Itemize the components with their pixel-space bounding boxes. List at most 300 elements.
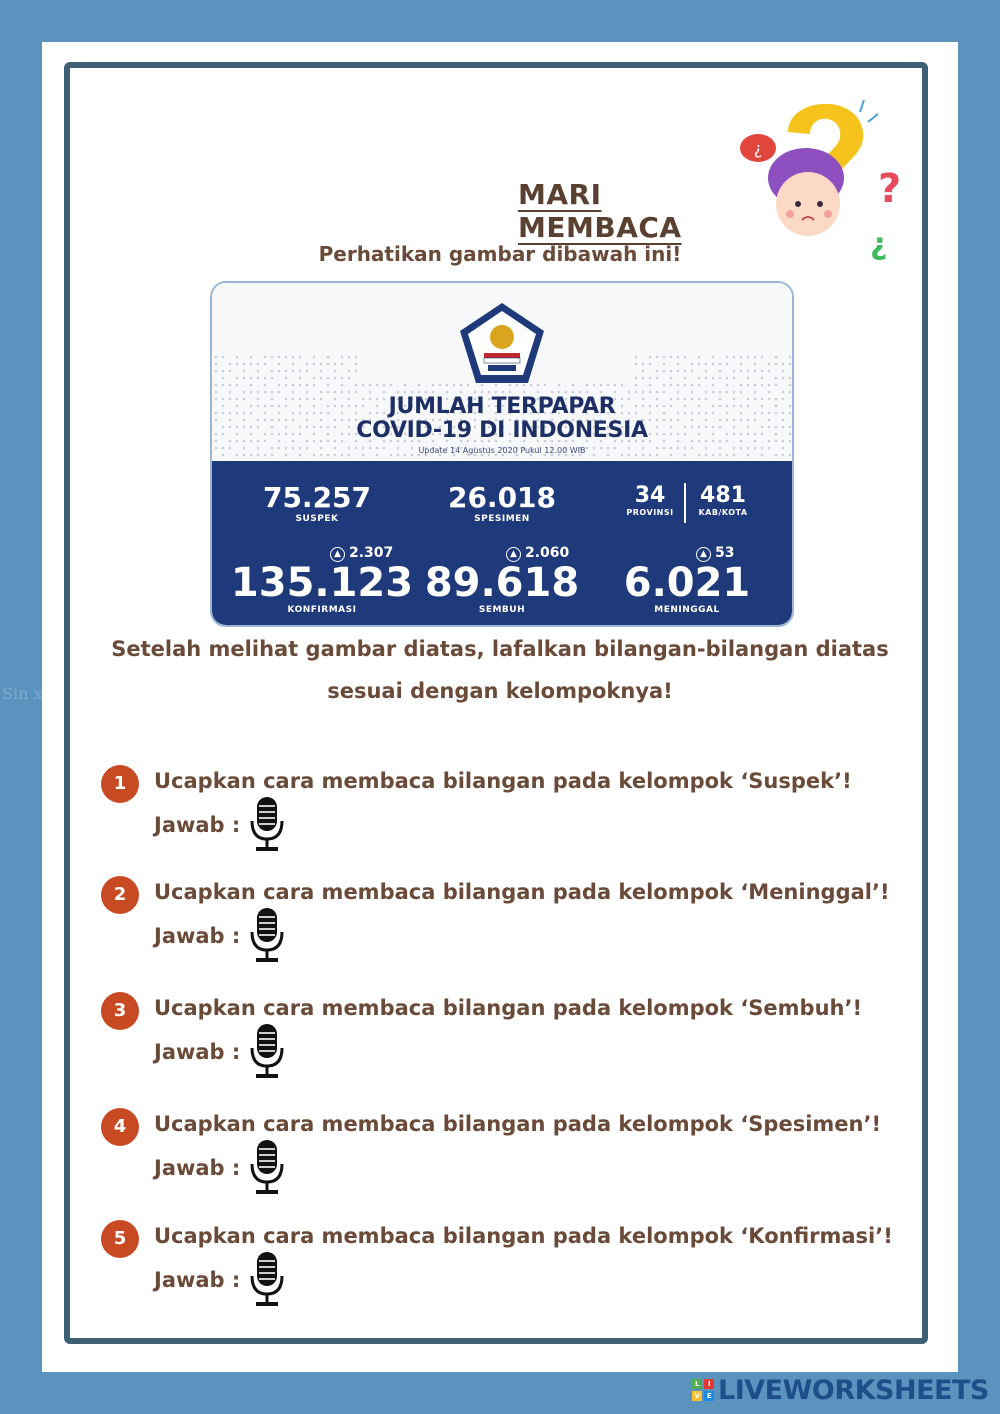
map-dot <box>355 356 358 359</box>
map-dot <box>229 363 232 366</box>
map-dot <box>334 363 337 366</box>
map-dot <box>236 356 239 359</box>
map-dot <box>572 384 575 387</box>
map-dot <box>558 384 561 387</box>
map-dot <box>691 391 694 394</box>
map-dot <box>670 377 673 380</box>
infographic-title-line2: COVID-19 DI INDONESIA <box>356 418 648 443</box>
answer-label: Jawab : <box>154 924 241 948</box>
map-dot <box>593 384 596 387</box>
microphone-icon[interactable] <box>247 1138 287 1196</box>
map-dot <box>355 384 358 387</box>
map-dot <box>698 377 701 380</box>
map-dot <box>754 391 757 394</box>
stat-label: SPESIMEN <box>474 514 530 524</box>
map-dot <box>397 391 400 394</box>
map-dot <box>446 384 449 387</box>
map-dot <box>663 391 666 394</box>
map-dot <box>418 391 421 394</box>
map-dot <box>677 363 680 366</box>
map-dot <box>747 377 750 380</box>
map-dot <box>453 384 456 387</box>
stat-label: MENINGGAL <box>654 605 720 615</box>
map-dot <box>740 363 743 366</box>
map-dot <box>775 384 778 387</box>
answer-label: Jawab : <box>154 1156 241 1180</box>
map-dot <box>299 356 302 359</box>
map-dot <box>684 377 687 380</box>
map-dot <box>719 377 722 380</box>
map-dot <box>754 370 757 373</box>
map-dot <box>257 370 260 373</box>
map-dot <box>712 356 715 359</box>
map-dot <box>271 356 274 359</box>
map-dot <box>369 384 372 387</box>
map-dot <box>712 391 715 394</box>
map-dot <box>327 384 330 387</box>
map-dot <box>348 377 351 380</box>
answer-label: Jawab : <box>154 813 241 837</box>
map-dot <box>677 384 680 387</box>
delta-value: 2.060 <box>525 545 570 561</box>
map-dot <box>698 356 701 359</box>
map-dot <box>782 370 785 373</box>
instruction-line-1: Setelah melihat gambar diatas, lafalkan bilangan-bilangan diatas <box>111 637 889 661</box>
map-dot <box>292 384 295 387</box>
stat-spesimen <box>437 481 567 524</box>
map-dot <box>327 391 330 394</box>
map-dot <box>285 356 288 359</box>
map-dot <box>635 384 638 387</box>
map-dot <box>495 391 498 394</box>
map-dot <box>320 363 323 366</box>
stat-konfirmasi <box>222 561 422 615</box>
map-dot <box>761 370 764 373</box>
map-dot <box>600 391 603 394</box>
stat-meninggal <box>612 561 762 615</box>
map-dot <box>733 391 736 394</box>
map-dot <box>761 377 764 380</box>
microphone-icon[interactable] <box>247 906 287 964</box>
infographic-stats-panel <box>212 461 792 625</box>
map-dot <box>565 391 568 394</box>
map-dot <box>642 370 645 373</box>
infographic-update-date: Update 14 Agustus 2020 Pukul 12.00 WIB <box>418 446 586 455</box>
map-dot <box>579 391 582 394</box>
map-dot <box>656 391 659 394</box>
map-dot <box>446 391 449 394</box>
map-dot <box>614 391 617 394</box>
map-dot <box>271 391 274 394</box>
map-dot <box>306 384 309 387</box>
answer-label: Jawab : <box>154 1040 241 1064</box>
map-dot <box>215 356 218 359</box>
map-dot <box>229 370 232 373</box>
stat-label: PROVINSI <box>626 508 674 517</box>
map-dot <box>656 377 659 380</box>
map-dot <box>733 377 736 380</box>
map-dot <box>250 377 253 380</box>
map-dot <box>334 370 337 373</box>
map-dot <box>215 391 218 394</box>
page-title: MARI MEMBACA <box>518 178 682 244</box>
map-dot <box>642 363 645 366</box>
map-dot <box>278 363 281 366</box>
map-dot <box>257 377 260 380</box>
map-dot <box>215 370 218 373</box>
map-dot <box>677 356 680 359</box>
map-dot <box>719 370 722 373</box>
map-dot <box>264 377 267 380</box>
intro-text: Perhatikan gambar dibawah ini! <box>318 242 682 266</box>
map-dot <box>222 384 225 387</box>
map-dot <box>698 363 701 366</box>
map-dot <box>229 384 232 387</box>
map-dot <box>705 391 708 394</box>
map-dot <box>740 356 743 359</box>
map-dot <box>299 377 302 380</box>
stat-kabkota <box>690 483 756 517</box>
map-dot <box>264 363 267 366</box>
map-dot <box>257 391 260 394</box>
map-dot <box>726 363 729 366</box>
map-dot <box>656 356 659 359</box>
map-dot <box>558 391 561 394</box>
map-dot <box>425 391 428 394</box>
map-dot <box>278 370 281 373</box>
question-number-badge: 5 <box>101 1220 139 1258</box>
map-dot <box>768 363 771 366</box>
map-dot <box>264 384 267 387</box>
stat-value: 89.618 <box>424 560 580 606</box>
question-number-badge: 1 <box>101 765 139 803</box>
map-dot <box>649 363 652 366</box>
map-dot <box>705 370 708 373</box>
map-dot <box>649 391 652 394</box>
map-dot <box>551 391 554 394</box>
map-dot <box>537 391 540 394</box>
instruction-line-2: sesuai dengan kelompoknya! <box>327 679 673 703</box>
map-dot <box>341 356 344 359</box>
map-dot <box>726 391 729 394</box>
map-dot <box>782 391 785 394</box>
logo-letter: L <box>692 1379 702 1389</box>
question-text: Ucapkan cara membaca bilangan pada kelompok ‘Sembuh’! <box>154 996 863 1020</box>
map-dot <box>726 377 729 380</box>
map-dot <box>278 391 281 394</box>
map-dot <box>278 356 281 359</box>
arrow-up-icon: ▲ <box>696 547 711 562</box>
map-dot <box>663 384 666 387</box>
map-dot <box>635 391 638 394</box>
map-dot <box>684 370 687 373</box>
map-dot <box>243 370 246 373</box>
map-dot <box>635 356 638 359</box>
stat-suspek <box>252 481 382 524</box>
delta-value: 2.307 <box>349 545 394 561</box>
brand-name: LIVEWORKSHEETS <box>718 1374 989 1406</box>
map-dot <box>740 391 743 394</box>
stat-value: 6.021 <box>623 560 751 606</box>
map-dot <box>320 391 323 394</box>
map-dot <box>341 384 344 387</box>
map-dot <box>649 384 652 387</box>
map-dot <box>285 377 288 380</box>
map-dot <box>243 377 246 380</box>
map-dot <box>243 391 246 394</box>
map-dot <box>355 391 358 394</box>
map-dot <box>789 384 792 387</box>
answer-label: Jawab : <box>154 1268 241 1292</box>
stat-label: SEMBUH <box>478 605 526 615</box>
map-dot <box>740 370 743 373</box>
liveworksheets-logo <box>692 1372 989 1408</box>
microphone-icon[interactable] <box>247 1022 287 1080</box>
map-dot <box>663 356 666 359</box>
map-dot <box>670 370 673 373</box>
map-dot <box>236 384 239 387</box>
map-dot <box>474 391 477 394</box>
map-dot <box>348 391 351 394</box>
map-dot <box>250 363 253 366</box>
map-dot <box>740 384 743 387</box>
infographic-title <box>212 395 792 443</box>
stat-label: SUSPEK <box>295 514 339 524</box>
map-dot <box>635 363 638 366</box>
map-dot <box>341 391 344 394</box>
map-dot <box>747 356 750 359</box>
microphone-icon[interactable] <box>247 1250 287 1308</box>
map-dot <box>607 384 610 387</box>
map-dot <box>306 363 309 366</box>
stat-value: 26.018 <box>447 481 557 514</box>
map-dot <box>404 384 407 387</box>
map-dot <box>726 356 729 359</box>
map-dot <box>691 363 694 366</box>
map-dot <box>348 356 351 359</box>
map-dot <box>320 377 323 380</box>
map-dot <box>670 356 673 359</box>
map-dot <box>684 384 687 387</box>
stat-label: KONFIRMASI <box>287 605 357 615</box>
map-dot <box>292 370 295 373</box>
map-dot <box>789 356 792 359</box>
map-dot <box>649 377 652 380</box>
map-dot <box>292 363 295 366</box>
logo-letter: E <box>704 1391 714 1401</box>
map-dot <box>481 391 484 394</box>
chalk-doodle-sin: Sin x <box>2 684 43 703</box>
map-dot <box>327 356 330 359</box>
question-number-badge: 2 <box>101 876 139 914</box>
map-dot <box>439 384 442 387</box>
stat-value: 75.257 <box>262 481 372 514</box>
map-dot <box>250 384 253 387</box>
map-dot <box>670 384 673 387</box>
map-dot <box>754 384 757 387</box>
map-dot <box>754 356 757 359</box>
liveworksheets-logo-mark <box>692 1379 714 1401</box>
question-text: Ucapkan cara membaca bilangan pada kelompok ‘Meninggal’! <box>154 880 890 904</box>
map-dot <box>376 384 379 387</box>
map-dot <box>684 356 687 359</box>
svg-text:¿: ¿ <box>753 139 763 158</box>
map-dot <box>306 391 309 394</box>
map-dot <box>306 370 309 373</box>
map-dot <box>768 391 771 394</box>
map-dot <box>250 391 253 394</box>
map-dot <box>257 363 260 366</box>
map-dot <box>250 356 253 359</box>
map-dot <box>327 377 330 380</box>
map-dot <box>334 377 337 380</box>
map-dot <box>488 391 491 394</box>
logo-letter: V <box>692 1391 702 1401</box>
infographic-title-line1: JUMLAH TERPAPAR <box>388 394 616 419</box>
map-dot <box>572 391 575 394</box>
map-dot <box>768 370 771 373</box>
map-dot <box>313 356 316 359</box>
stat-value: 34 <box>634 483 666 508</box>
map-dot <box>390 384 393 387</box>
map-dot <box>712 377 715 380</box>
map-dot <box>278 384 281 387</box>
map-dot <box>782 363 785 366</box>
map-dot <box>355 363 358 366</box>
map-dot <box>705 377 708 380</box>
question-number-badge: 4 <box>101 1108 139 1146</box>
map-dot <box>691 384 694 387</box>
map-dot <box>754 363 757 366</box>
map-dot <box>621 384 624 387</box>
stat-divider <box>684 483 686 523</box>
stat-provinsi <box>620 483 680 517</box>
map-dot <box>789 377 792 380</box>
map-dot <box>292 391 295 394</box>
map-dot <box>677 391 680 394</box>
map-dot <box>628 391 631 394</box>
map-dot <box>663 370 666 373</box>
emblem-icon <box>458 301 546 385</box>
map-dot <box>313 377 316 380</box>
map-dot <box>341 377 344 380</box>
map-dot <box>509 391 512 394</box>
map-dot <box>271 370 274 373</box>
question-text: Ucapkan cara membaca bilangan pada kelompok ‘Suspek’! <box>154 769 852 793</box>
map-dot <box>677 370 680 373</box>
map-dot <box>726 384 729 387</box>
map-dot <box>229 391 232 394</box>
map-dot <box>362 384 365 387</box>
question-text: Ucapkan cara membaca bilangan pada kelompok ‘Konfirmasi’! <box>154 1224 893 1248</box>
map-dot <box>775 377 778 380</box>
map-dot <box>761 384 764 387</box>
map-dot <box>264 391 267 394</box>
map-dot <box>369 391 372 394</box>
map-dot <box>383 384 386 387</box>
map-dot <box>299 384 302 387</box>
map-dot <box>733 370 736 373</box>
map-dot <box>292 356 295 359</box>
map-dot <box>411 391 414 394</box>
map-dot <box>313 384 316 387</box>
microphone-icon[interactable] <box>247 795 287 853</box>
map-dot <box>222 370 225 373</box>
map-dot <box>642 391 645 394</box>
map-dot <box>404 391 407 394</box>
map-dot <box>586 384 589 387</box>
map-dot <box>383 391 386 394</box>
map-dot <box>747 384 750 387</box>
map-dot <box>285 370 288 373</box>
map-dot <box>719 363 722 366</box>
map-dot <box>768 384 771 387</box>
map-dot <box>691 370 694 373</box>
map-dot <box>432 384 435 387</box>
map-dot <box>761 356 764 359</box>
arrow-up-icon: ▲ <box>506 547 521 562</box>
stat-label: KAB/KOTA <box>698 508 748 517</box>
map-dot <box>271 377 274 380</box>
map-dot <box>789 391 792 394</box>
logo-letter: I <box>704 1379 714 1389</box>
map-dot <box>285 384 288 387</box>
map-dot <box>649 356 652 359</box>
map-dot <box>642 377 645 380</box>
map-dot <box>502 391 505 394</box>
question-text: Ucapkan cara membaca bilangan pada kelompok ‘Spesimen’! <box>154 1112 882 1136</box>
svg-text:¿: ¿ <box>870 227 888 262</box>
map-dot <box>705 363 708 366</box>
map-dot <box>236 363 239 366</box>
map-dot <box>320 370 323 373</box>
arrow-up-icon: ▲ <box>330 547 345 562</box>
map-dot <box>663 363 666 366</box>
map-dot <box>215 363 218 366</box>
question-number-badge: 3 <box>101 992 139 1030</box>
map-dot <box>243 363 246 366</box>
map-dot <box>432 391 435 394</box>
stat-value: 135.123 <box>230 560 414 606</box>
map-dot <box>327 363 330 366</box>
map-dot <box>460 391 463 394</box>
map-dot <box>348 370 351 373</box>
map-dot <box>215 384 218 387</box>
map-dot <box>264 356 267 359</box>
map-dot <box>614 384 617 387</box>
map-dot <box>341 363 344 366</box>
map-dot <box>733 356 736 359</box>
map-dot <box>719 391 722 394</box>
map-dot <box>418 384 421 387</box>
map-dot <box>698 384 701 387</box>
map-dot <box>712 363 715 366</box>
map-dot <box>712 384 715 387</box>
map-dot <box>635 377 638 380</box>
map-dot <box>747 370 750 373</box>
map-dot <box>789 363 792 366</box>
map-dot <box>313 363 316 366</box>
map-dot <box>334 391 337 394</box>
map-dot <box>586 391 589 394</box>
map-dot <box>775 363 778 366</box>
map-dot <box>299 370 302 373</box>
delta-value: 53 <box>715 545 735 561</box>
map-dot <box>222 356 225 359</box>
map-dot <box>355 370 358 373</box>
svg-text:?: ? <box>878 166 902 212</box>
map-dot <box>782 377 785 380</box>
